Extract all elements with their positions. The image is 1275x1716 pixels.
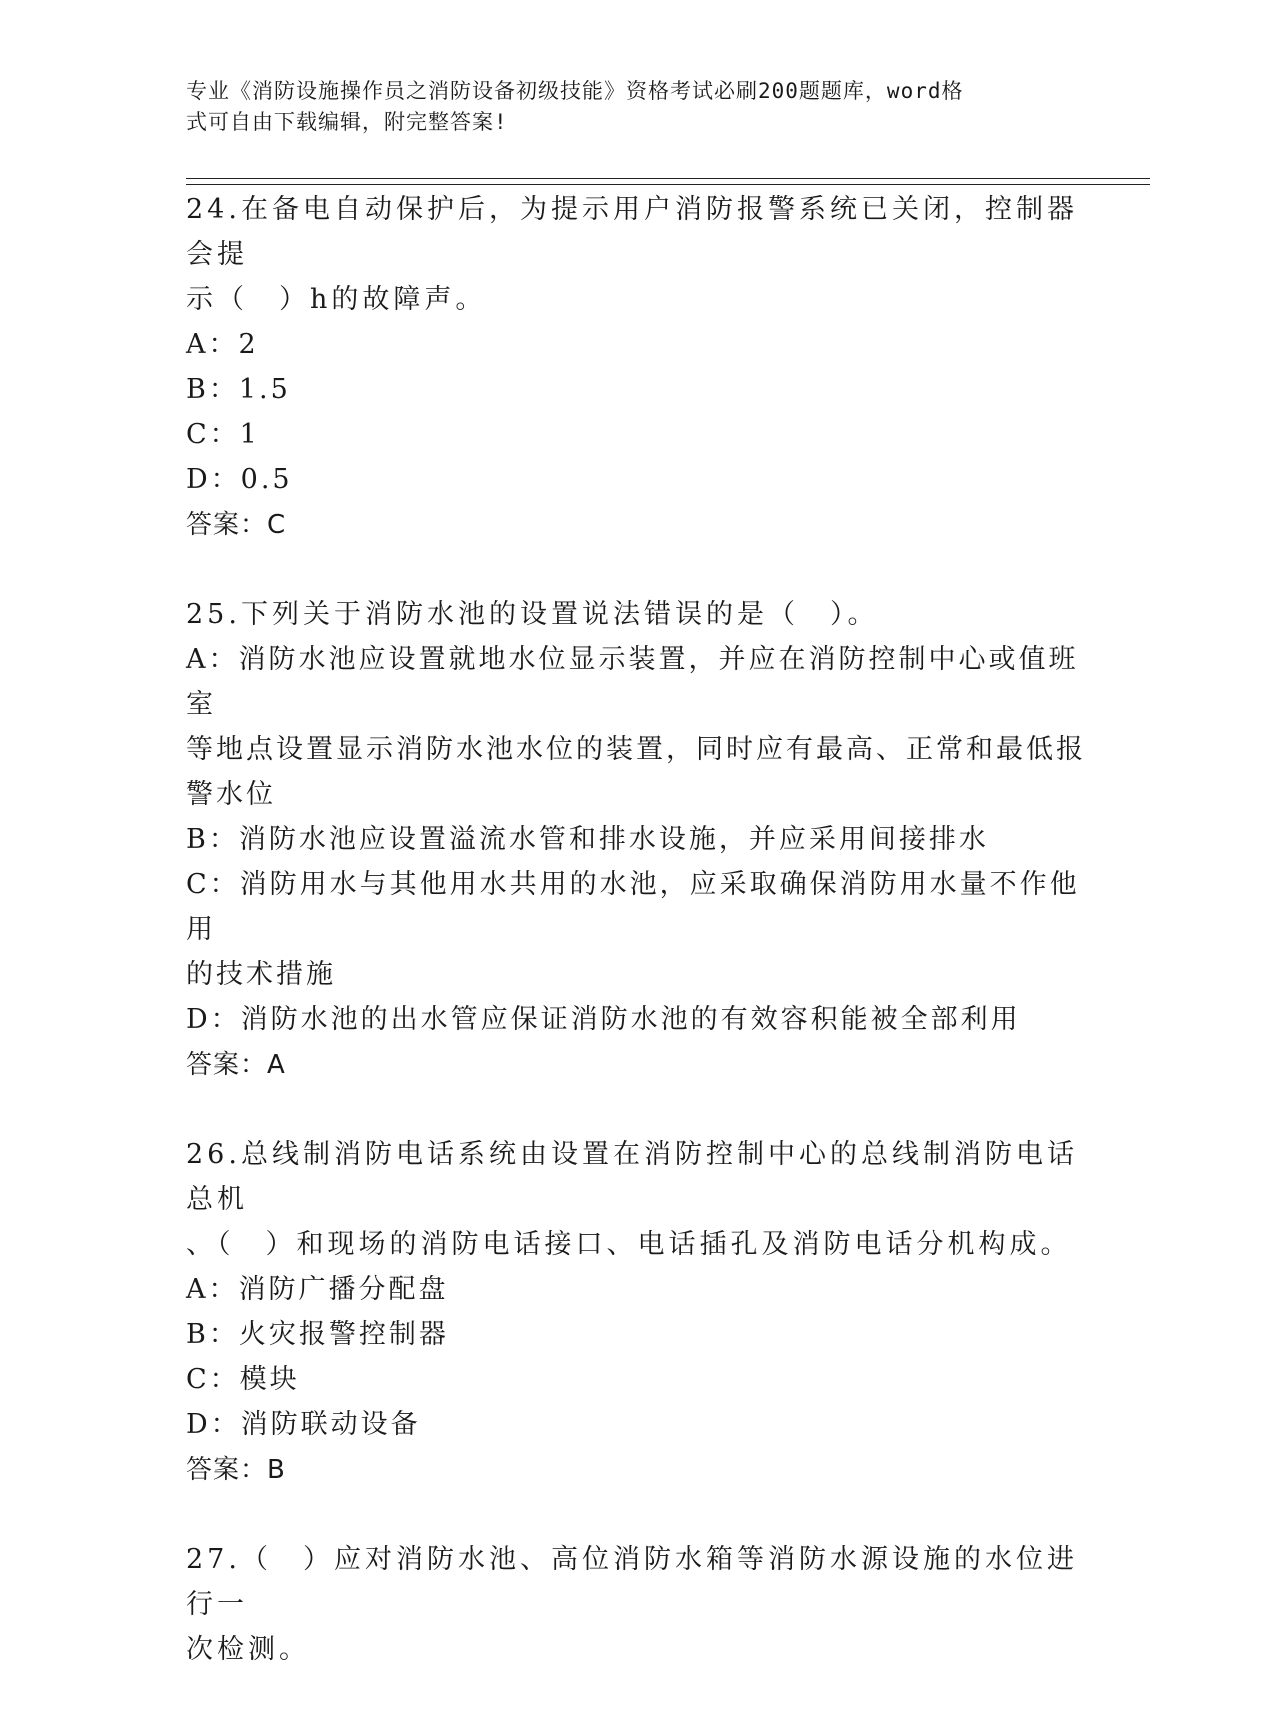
option-line: B：消防水池应设置溢流水管和排水设施，并应采用间接排水 [186,824,989,855]
option-line: A：2 [186,329,259,360]
question-stem-line: 24.在备电自动保护后，为提示用户消防报警系统已关闭，控制器会提 [186,194,1078,270]
answer-line: 答案：A [186,1050,286,1080]
option-line: C：消防用水与其他用水共用的水池，应采取确保消防用水量不作他用 [186,869,1080,945]
question-stem-line: 示（ ）h的故障声。 [186,284,487,315]
question-stem-line: 27.（ ）应对消防水池、高位消防水箱等消防水源设施的水位进行一 [186,1544,1078,1620]
option-line: B：1.5 [186,374,291,405]
header-divider-bottom [186,184,1150,185]
option-line: C：模块 [186,1364,300,1395]
option-line: 等地点设置显示消防水池水位的装置，同时应有最高、正常和最低报 [186,734,1086,765]
option-line: 警水位 [186,779,276,810]
option-line: D：0.5 [186,464,293,495]
question-stem-line: 次检测。 [186,1634,310,1665]
option-line: C：1 [186,419,260,450]
question-list [186,187,1086,1716]
document-header [186,76,1066,138]
option-line: A：消防广播分配盘 [186,1274,449,1305]
question-stem-line: 、（ ）和现场的消防电话接口、电话插孔及消防电话分机构成。 [186,1229,1072,1260]
question-block [186,1132,1086,1493]
question-stem-line: 25.下列关于消防水池的设置说法错误的是（ ）。 [186,599,879,630]
option-line: B：火灾报警控制器 [186,1319,449,1350]
option-line: 的技术措施 [186,959,336,990]
answer-line: 答案：B [186,1455,286,1485]
option-line: D：消防联动设备 [186,1409,421,1440]
question-block [186,187,1086,548]
header-title-line-1: 专业《消防设施操作员之消防设备初级技能》资格考试必刷200题题库，word格 [186,79,964,103]
header-divider-top [186,178,1150,179]
question-stem-line: 26.总线制消防电话系统由设置在消防控制中心的总线制消防电话总机 [186,1139,1078,1215]
option-line: A：消防水池应设置就地水位显示装置，并应在消防控制中心或值班室 [186,644,1079,720]
question-block [186,1537,1086,1672]
answer-line: 答案：C [186,510,287,540]
header-title-line-2: 式可自由下载编辑，附完整答案! [186,110,508,134]
option-line: D：消防水池的出水管应保证消防水池的有效容积能被全部利用 [186,1004,1021,1035]
question-block [186,592,1086,1088]
